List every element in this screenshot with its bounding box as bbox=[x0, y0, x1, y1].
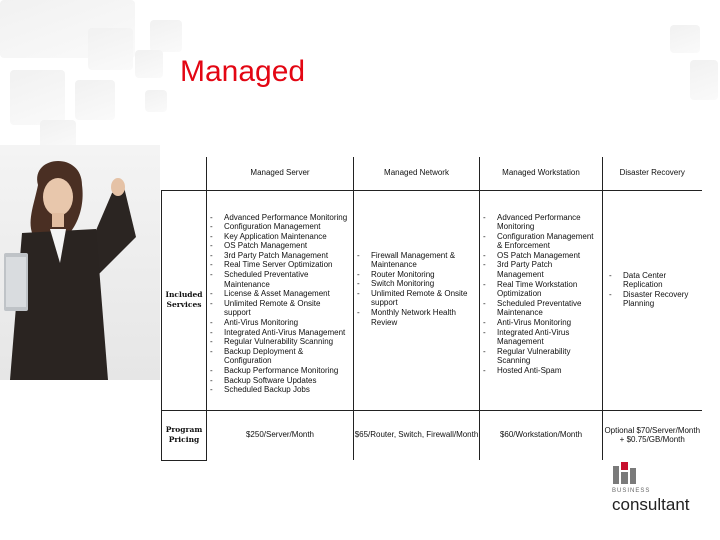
list-item: - Router Monitoring bbox=[357, 270, 475, 280]
list-item: - Scheduled Backup Jobs bbox=[210, 385, 349, 395]
workstation-services-list bbox=[480, 191, 602, 376]
list-item: - Integrated Anti-Virus Management bbox=[483, 328, 598, 347]
list-item: - Unlimited Remote & Onsite support bbox=[210, 299, 349, 318]
list-item: - Backup Deployment & Configuration bbox=[210, 347, 349, 366]
list-item: - OS Patch Management bbox=[483, 251, 598, 261]
decorative-square bbox=[88, 28, 133, 70]
dr-services-list bbox=[603, 191, 702, 309]
cell-workstation-services bbox=[480, 190, 603, 410]
list-item: - Anti-Virus Monitoring bbox=[210, 318, 349, 328]
list-item: - Monthly Network Health Review bbox=[357, 308, 475, 327]
list-item: - Backup Software Updates bbox=[210, 376, 349, 386]
list-item: - Unlimited Remote & Onsite support bbox=[357, 289, 475, 308]
decorative-square bbox=[10, 70, 65, 125]
list-item: - Configuration Management bbox=[210, 222, 349, 232]
list-item: - Key Application Maintenance bbox=[210, 232, 349, 242]
list-item: - Firewall Management & Maintenance bbox=[357, 251, 475, 270]
network-services-list bbox=[354, 191, 479, 328]
list-item: - Regular Vulnerability Scanning bbox=[210, 337, 349, 347]
list-item: - Integrated Anti-Virus Management bbox=[210, 328, 349, 338]
list-item: - Advanced Performance Monitoring bbox=[210, 213, 349, 223]
header-managed-network: Managed Network bbox=[354, 157, 480, 190]
list-item: - Anti-Virus Monitoring bbox=[483, 318, 598, 328]
list-item: - Scheduled Preventative Maintenance bbox=[210, 270, 349, 289]
list-item: - Scheduled Preventative Maintenance bbox=[483, 299, 598, 318]
cell-dr-services bbox=[603, 190, 702, 410]
header-managed-server: Managed Server bbox=[207, 157, 354, 190]
logo-mark-icon bbox=[612, 462, 638, 484]
list-item: - Real Time Workstation Optimization bbox=[483, 280, 598, 299]
list-item: - 3rd Party Patch Management bbox=[483, 260, 598, 279]
decorative-square bbox=[135, 50, 163, 78]
price-dr: Optional $70/Server/Month + $0.75/GB/Month bbox=[603, 410, 702, 460]
list-item: - Hosted Anti-Spam bbox=[483, 366, 598, 376]
list-item: - License & Asset Management bbox=[210, 289, 349, 299]
row-label-program-pricing: Program Pricing bbox=[162, 410, 207, 460]
decorative-square bbox=[145, 90, 167, 112]
header-managed-workstation: Managed Workstation bbox=[480, 157, 603, 190]
cell-server-services bbox=[207, 190, 354, 410]
list-item: - Data Center Replication bbox=[609, 271, 698, 290]
price-server: $250/Server/Month bbox=[207, 410, 354, 460]
logo-small-text: BUSINESS bbox=[612, 488, 651, 494]
logo-big-text: consultant bbox=[612, 495, 690, 514]
businesswoman-photo bbox=[0, 145, 160, 380]
decorative-square bbox=[670, 25, 700, 53]
price-network: $65/Router, Switch, Firewall/Month bbox=[354, 410, 480, 460]
list-item: - Real Time Server Optimization bbox=[210, 260, 349, 270]
price-workstation: $60/Workstation/Month bbox=[480, 410, 603, 460]
header-disaster-recovery: Disaster Recovery bbox=[619, 168, 685, 178]
server-services-list bbox=[207, 191, 353, 395]
slide-title: Managed bbox=[180, 55, 306, 88]
list-item: - Advanced Performance Monitoring bbox=[483, 213, 598, 232]
business-consultant-logo bbox=[612, 462, 712, 515]
list-item: - Switch Monitoring bbox=[357, 279, 475, 289]
list-item: - Regular Vulnerability Scanning bbox=[483, 347, 598, 366]
list-item: - Backup Performance Monitoring bbox=[210, 366, 349, 376]
row-label-included-services: Included Services bbox=[162, 190, 207, 410]
list-item: - Configuration Management & Enforcement bbox=[483, 232, 598, 251]
header-corner bbox=[162, 157, 207, 190]
services-table bbox=[161, 157, 702, 461]
list-item: - Disaster Recovery Planning bbox=[609, 290, 698, 309]
list-item: - OS Patch Management bbox=[210, 241, 349, 251]
decorative-square bbox=[75, 80, 115, 120]
decorative-square bbox=[150, 20, 182, 52]
list-item: - 3rd Party Patch Management bbox=[210, 251, 349, 261]
decorative-square bbox=[690, 60, 718, 100]
cell-network-services bbox=[354, 190, 480, 410]
